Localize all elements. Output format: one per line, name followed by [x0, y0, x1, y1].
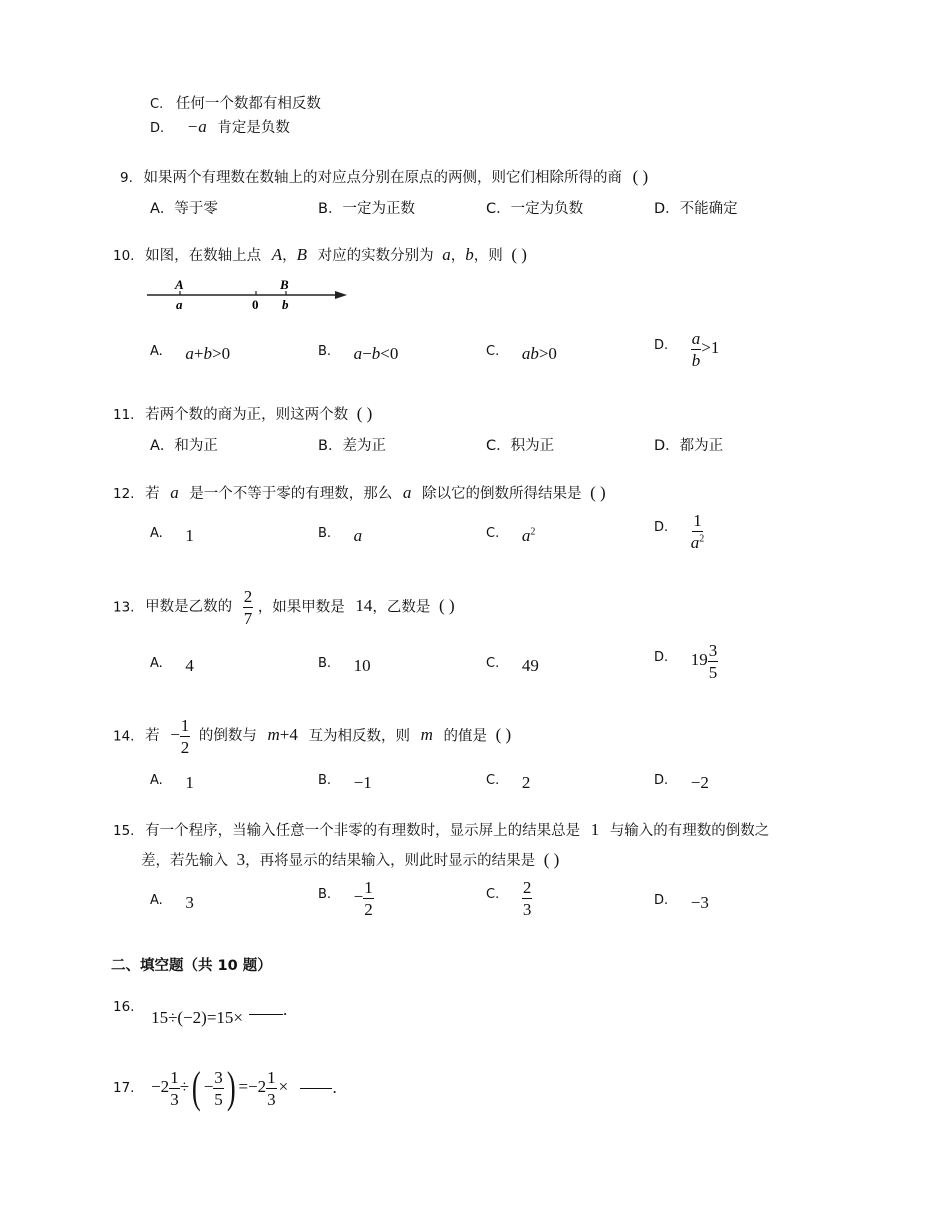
option-label: A.	[150, 344, 163, 359]
option-math: 49	[521, 656, 539, 675]
option-math: −3	[690, 893, 709, 912]
option-label: C.	[150, 97, 164, 112]
answer-paren: ( )	[495, 725, 512, 745]
q10-option-b	[318, 340, 399, 363]
fig-label-b: b	[282, 297, 289, 312]
q8-option-c	[150, 92, 321, 113]
option-label: A．	[150, 201, 175, 217]
option-math: −a	[186, 117, 207, 136]
var-b: b	[465, 245, 474, 264]
option-math: −1	[353, 773, 372, 792]
option-math: a−b<0	[353, 344, 399, 363]
q15-option-b	[318, 879, 374, 918]
option-math: 1	[185, 773, 194, 792]
var-a: a	[170, 483, 179, 502]
question-text: ，则	[473, 248, 503, 264]
q14-stem	[113, 717, 511, 756]
option-label: B．	[318, 201, 343, 217]
q11-option-c	[486, 434, 554, 455]
period: .	[283, 1000, 288, 1019]
option-label: D.	[654, 893, 669, 908]
option-math: a+b>0	[185, 344, 231, 363]
q15-option-d	[654, 889, 709, 912]
option-label: A.	[150, 656, 163, 671]
q11-option-a	[150, 434, 218, 455]
question-text: 如果两个有理数在数轴上的对应点分别在原点的两侧，则它们相除所得的商	[143, 170, 622, 186]
answer-paren: ( )	[632, 167, 649, 186]
question-text: 如图，在数轴上点	[145, 248, 262, 264]
q12-option-b	[318, 522, 363, 545]
q17	[113, 1063, 337, 1112]
option-label: B.	[318, 887, 332, 903]
option-text: 等于零	[174, 201, 218, 217]
answer-paren: ( )	[543, 850, 560, 869]
option-label: A．	[150, 438, 175, 454]
q12-option-d	[654, 512, 704, 551]
option-label: C．	[486, 201, 511, 217]
question-text: ，再将显示的结果输入，则此时显示的结果是	[245, 853, 536, 869]
point-b: B	[296, 245, 307, 264]
q9-option-c	[486, 197, 583, 218]
q8-option-d	[150, 116, 290, 137]
q11-option-d	[654, 434, 723, 455]
question-number: 9.	[120, 170, 133, 186]
q13-stem	[113, 588, 455, 627]
q14-option-a	[150, 769, 194, 792]
option-label: D.	[654, 520, 669, 536]
expression: 15÷(−2)=15×	[151, 1008, 244, 1027]
option-math: a	[353, 526, 363, 545]
q14-option-d	[654, 769, 709, 792]
option-label: C．	[486, 438, 511, 454]
q13-option-b	[318, 652, 371, 675]
question-text: 对应的实数分别为	[317, 248, 434, 264]
q12-stem	[113, 482, 606, 503]
question-text: ，如果甲数是	[257, 599, 345, 616]
option-math: ab>0	[521, 344, 557, 363]
expression: m+4	[267, 725, 298, 745]
var-a: a	[442, 245, 451, 264]
question-text: 若	[145, 728, 160, 745]
option-math: $\frac{2}{3}$	[522, 878, 532, 919]
option-math: −2	[690, 773, 709, 792]
option-text: 肯定是负数	[217, 120, 290, 136]
q9-option-b	[318, 197, 415, 218]
option-math: $\frac{1}{a^2}$	[690, 511, 705, 552]
option-math: 10	[353, 656, 371, 675]
number-line-figure	[144, 276, 354, 314]
option-math: 1	[185, 526, 194, 545]
option-label: D．	[654, 201, 680, 217]
option-label: D.	[654, 773, 669, 788]
question-text: 互为相反数，则	[308, 728, 410, 745]
q13-option-d	[654, 642, 718, 681]
option-text: 一定为正数	[342, 201, 415, 217]
option-math: 19 $\frac{3}{5}$	[690, 641, 718, 682]
period: .	[332, 1078, 337, 1097]
q9-option-a	[150, 197, 218, 218]
option-math: 4	[185, 656, 194, 675]
q16	[113, 996, 288, 1027]
option-text: 都为正	[679, 438, 724, 454]
option-text: 一定为负数	[510, 201, 584, 217]
question-text: 若	[145, 486, 160, 502]
comma: ，	[450, 248, 466, 264]
question-number: 15.	[113, 823, 135, 839]
question-text: 若两个数的商为正，则这两个数	[145, 407, 349, 423]
question-text: 有一个程序，当输入任意一个非零的有理数时，显示屏上的结果总是	[145, 823, 581, 839]
value: 14	[355, 596, 373, 616]
option-math: $\frac{a}{b}$ >1	[691, 329, 720, 370]
option-label: D.	[654, 338, 669, 354]
q9-stem	[120, 166, 648, 187]
option-math: − $\frac{1}{2}$	[353, 878, 373, 919]
question-number: 10.	[113, 248, 135, 264]
option-text: 积为正	[510, 438, 555, 454]
question-number: 11.	[113, 407, 135, 423]
option-text: 不能确定	[679, 201, 738, 217]
question-text: 与输入的有理数的倒数之	[609, 823, 770, 839]
q13-option-c	[486, 652, 539, 675]
option-label: D．	[654, 438, 680, 454]
arrow-head-icon	[335, 291, 347, 299]
option-label: C.	[486, 656, 500, 671]
fig-label-A: A	[175, 277, 184, 292]
option-label: C.	[486, 526, 500, 541]
fraction: $\frac{2}{7}$	[243, 587, 253, 628]
q10-option-c	[486, 340, 557, 363]
option-math: $a^2$	[521, 526, 536, 545]
value: 3	[236, 850, 246, 869]
q15-option-a	[150, 889, 194, 912]
value: 1	[590, 820, 600, 839]
answer-paren: ( )	[590, 483, 606, 502]
question-text: 甲数是乙数的	[145, 599, 233, 616]
q15-stem-line2	[141, 849, 559, 870]
q11-option-b	[318, 434, 386, 455]
q14-option-c	[486, 769, 531, 792]
fig-label-a: a	[176, 297, 183, 312]
q15-option-c	[486, 879, 532, 918]
option-label: B.	[318, 656, 332, 671]
question-text: 差，若先输入	[141, 853, 228, 869]
answer-blank[interactable]	[300, 1088, 332, 1089]
var-m: m	[420, 725, 433, 745]
question-text: 是一个不等于零的有理数，那么	[189, 486, 393, 502]
question-text: ，乙数是	[372, 599, 431, 616]
var-a: a	[402, 483, 412, 502]
option-label: A.	[150, 773, 163, 788]
option-label: A.	[150, 893, 163, 908]
question-number: 14.	[113, 728, 135, 745]
option-label: C.	[486, 773, 500, 788]
question-text: 除以它的倒数所得结果是	[422, 486, 582, 502]
answer-paren: ( )	[511, 245, 527, 264]
section-title: 二、填空题（共 10 题）	[111, 958, 272, 974]
point-a: A	[271, 245, 283, 264]
question-number: 16.	[113, 999, 135, 1015]
option-label: D.	[654, 650, 669, 666]
question-number: 17.	[113, 1080, 135, 1096]
answer-paren: ( )	[356, 404, 373, 423]
question-number: 12.	[113, 486, 135, 502]
expression: −2 $\frac{1}{3}$ ÷( − $\frac{3}{5}$ ) =−2 $\frac{1}{3}$ ×	[151, 1063, 289, 1112]
q10-option-d	[654, 330, 719, 369]
option-label: C.	[486, 344, 500, 359]
option-label: B．	[318, 438, 343, 454]
question-number: 13.	[113, 599, 135, 616]
q12-option-c	[486, 522, 536, 545]
q9-option-d	[654, 197, 738, 218]
q13-option-a	[150, 652, 194, 675]
option-label: B.	[318, 526, 332, 541]
fig-label-B: B	[280, 277, 289, 292]
option-label: A.	[150, 526, 163, 541]
q12-option-a	[150, 522, 194, 545]
fig-label-zero: 0	[252, 297, 259, 312]
comma: ，	[282, 248, 297, 264]
question-text: 的倒数与	[198, 728, 257, 745]
option-label: D.	[150, 121, 165, 136]
question-text: 的值是	[443, 728, 487, 745]
fraction: − $\frac{1}{2}$	[170, 716, 190, 757]
q10-stem	[113, 244, 527, 265]
option-label: C.	[486, 887, 500, 903]
option-text: 差为正	[342, 438, 386, 454]
answer-blank[interactable]	[249, 1014, 283, 1015]
answer-paren: ( )	[439, 596, 455, 616]
option-label: B.	[318, 344, 332, 359]
option-math: 3	[185, 893, 194, 912]
option-label: B.	[318, 773, 332, 788]
option-math: 2	[521, 773, 531, 792]
q11-stem	[113, 403, 372, 424]
option-text: 任何一个数都有相反数	[175, 96, 321, 112]
q14-option-b	[318, 769, 372, 792]
q10-option-a	[150, 340, 231, 363]
q15-stem-line1	[113, 819, 769, 840]
option-text: 和为正	[174, 438, 218, 454]
